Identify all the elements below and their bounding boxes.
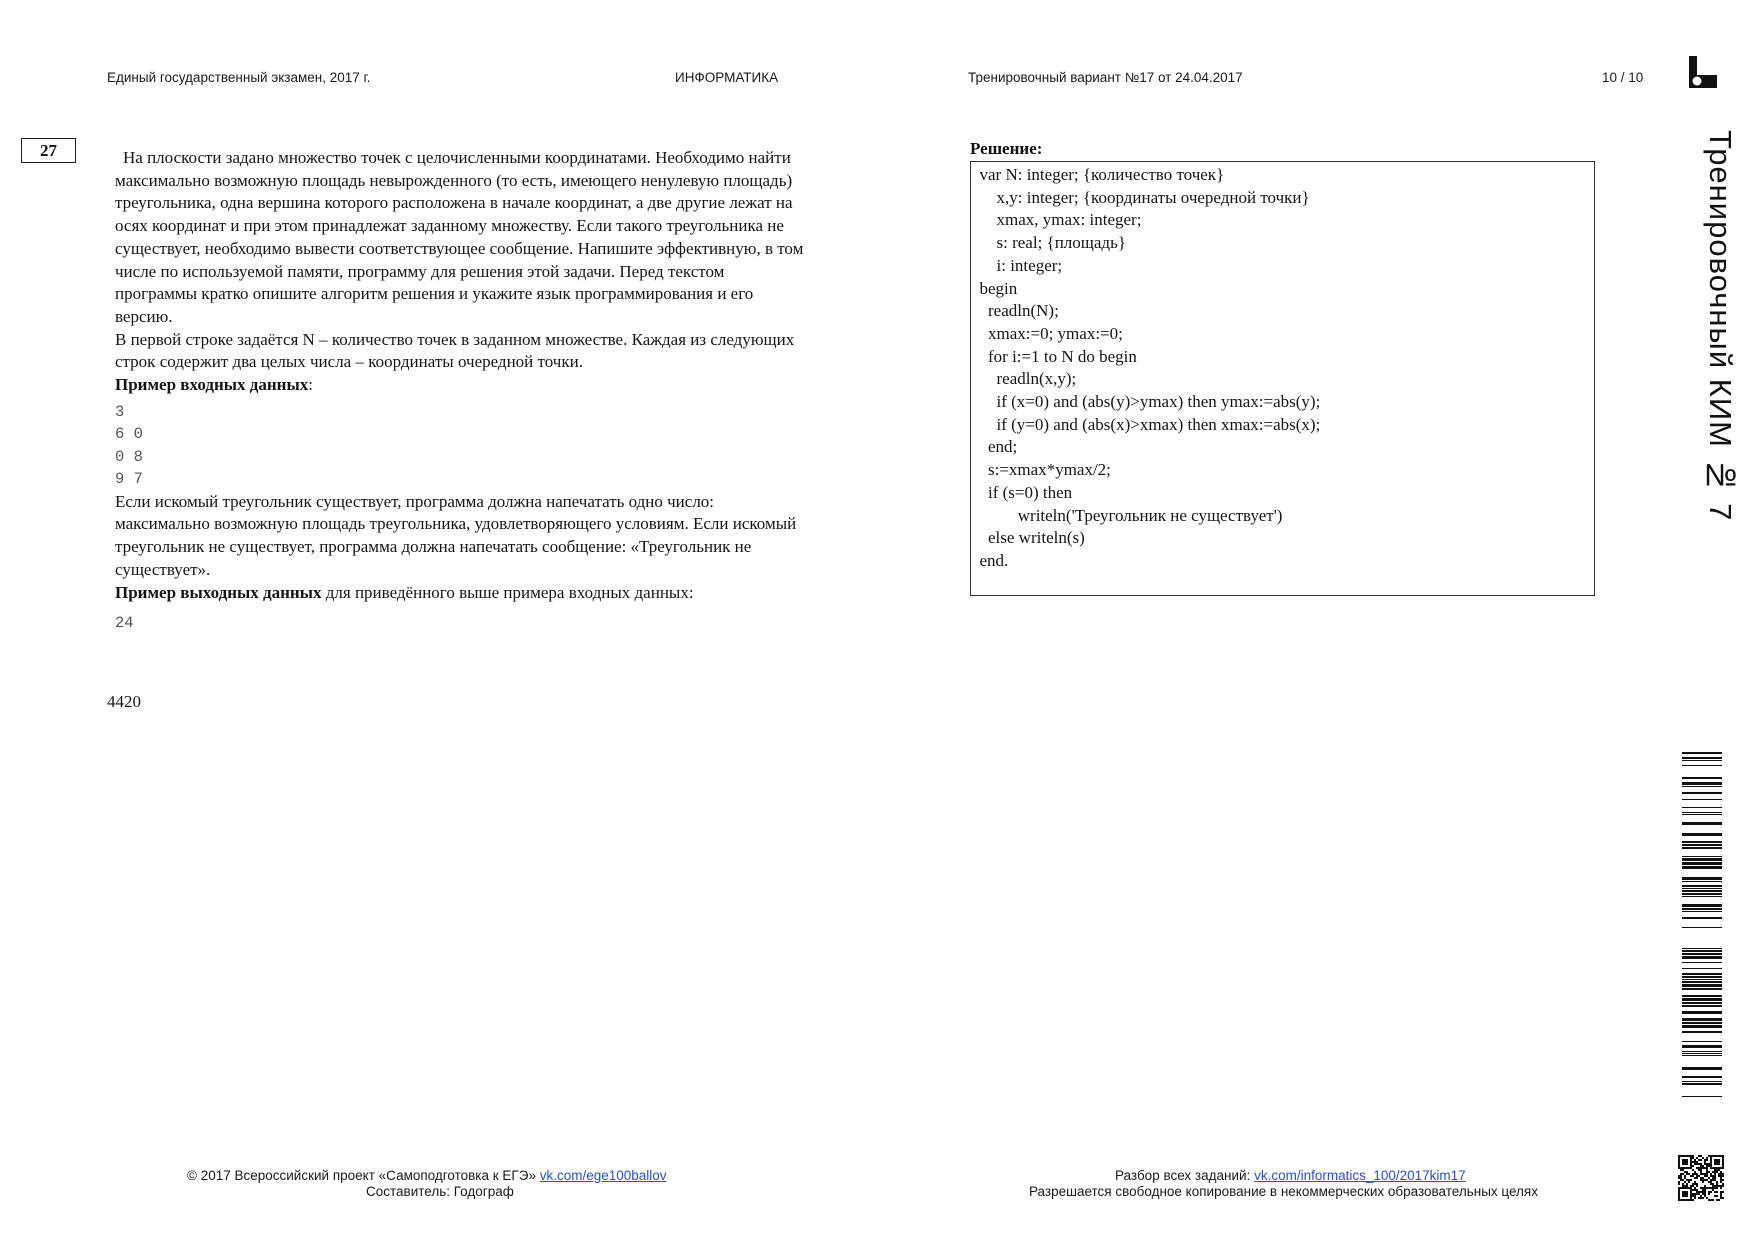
code-line: end; [971,437,1018,457]
footer-review-link[interactable]: vk.com/informatics_100/2017kim17 [1254,1168,1466,1183]
code-line: readln(x,y); [971,369,1077,389]
code-line: for i:=1 to N do begin [971,346,1137,366]
task-paragraph-3: Если искомый треугольник существует, программа должна напечатать одно число: максимально возможную площадь треугольника, удовлетворяющего условиям. Если искомый треугольник не существует, программа должна напечатать сообщение: «Треугольник не существует». [115,491,797,579]
input-example-line: 9 7 [115,470,143,489]
side-vertical-title: Тренировочный КИМ № 7 [1703,130,1738,522]
corner-marker-icon [1689,56,1717,88]
input-example-heading [115,374,805,397]
output-example-value: 24 [115,614,134,633]
output-example-label: Пример выходных данных [115,582,322,602]
task-paragraph-2: В первой строке задаётся N – количество точек в заданном множестве. Каждая из следующих строк содержит два целых числа – координаты очередной точки. [115,329,795,372]
footer-license: Разрешается свободное копирование в некоммерческих образовательных целях [1029,1184,1538,1199]
footer-author: Составитель: Годограф [366,1184,514,1199]
solution-code-box [970,161,1595,596]
code-line: end. [971,550,1009,570]
code-line: begin [971,278,1018,298]
footer-review-line [1115,1168,1466,1183]
task-text [115,147,805,635]
input-example-line: 0 8 [115,447,143,466]
variant-title: Тренировочный вариант №17 от 24.04.2017 [968,70,1243,85]
task-paragraph-1: На плоскости задано множество точек с целочисленными координатами. Необходимо найти максимально возможную площадь невырожденного (то есть, имеющего ненулевую площадь) треугольника, одна вершина которого расположена в начале координат, а две другие лежат на осях координат и при этом принадлежат заданному множеству. Если такого треугольника не существует, необходимо вывести соответствующее сообщение. Напишите эффективную, в том числе по используемой памяти, программу для решения этой задачи. Перед текстом программы кратко опишите алгоритм решения и укажите язык программирования и его версию. [115,148,804,326]
output-example-rest: для приведённого выше примера входных данных: [321,582,694,602]
output-example-heading [115,582,805,605]
code-line: x,y: integer; {координаты очередной точки} [971,187,1310,207]
input-example-line: 6 0 [115,425,143,444]
qr-code-icon [1678,1155,1724,1201]
input-example-label: Пример входных данных [115,375,309,395]
code-line: else writeln(s) [971,528,1085,548]
code-line: if (x=0) and (abs(y)>ymax) then ymax:=abs(y); [971,392,1321,412]
code-line: s:=xmax*ymax/2; [971,460,1111,480]
footer-vk-link[interactable]: vk.com/ege100ballov [539,1168,667,1183]
answer-value: 4420 [107,692,141,711]
input-example-colon: : [308,375,313,395]
code-line: if (y=0) and (abs(x)>xmax) then xmax:=abs(x); [971,414,1321,434]
solution-title: Решение: [970,139,1043,158]
barcode-icon [1682,752,1722,1100]
code-line: var N: integer; {количество точек} [971,165,1225,184]
code-line: xmax, ymax: integer; [971,210,1142,230]
code-line: if (s=0) then [971,482,1073,502]
code-line: s: real; {площадь} [971,233,1126,253]
code-line: i: integer; [971,255,1063,275]
output-example-block [115,612,805,635]
footer-copyright-line [187,1168,667,1183]
footer-copyright: © 2017 Всероссийский проект «Самоподготовка к ЕГЭ» [187,1168,540,1183]
input-example-block [115,401,805,491]
page-number: 10 / 10 [1602,70,1644,85]
code-line: readln(N); [971,301,1059,321]
exam-title: Единый государственный экзамен, 2017 г. [107,70,371,85]
task-number: 27 [21,138,76,163]
code-line: xmax:=0; ymax:=0; [971,323,1123,343]
input-example-line: 3 [115,402,125,421]
footer-review-label: Разбор всех заданий: [1115,1168,1255,1183]
subject-title: ИНФОРМАТИКА [675,70,779,85]
code-line: writeln('Треугольник не существует') [971,505,1283,525]
